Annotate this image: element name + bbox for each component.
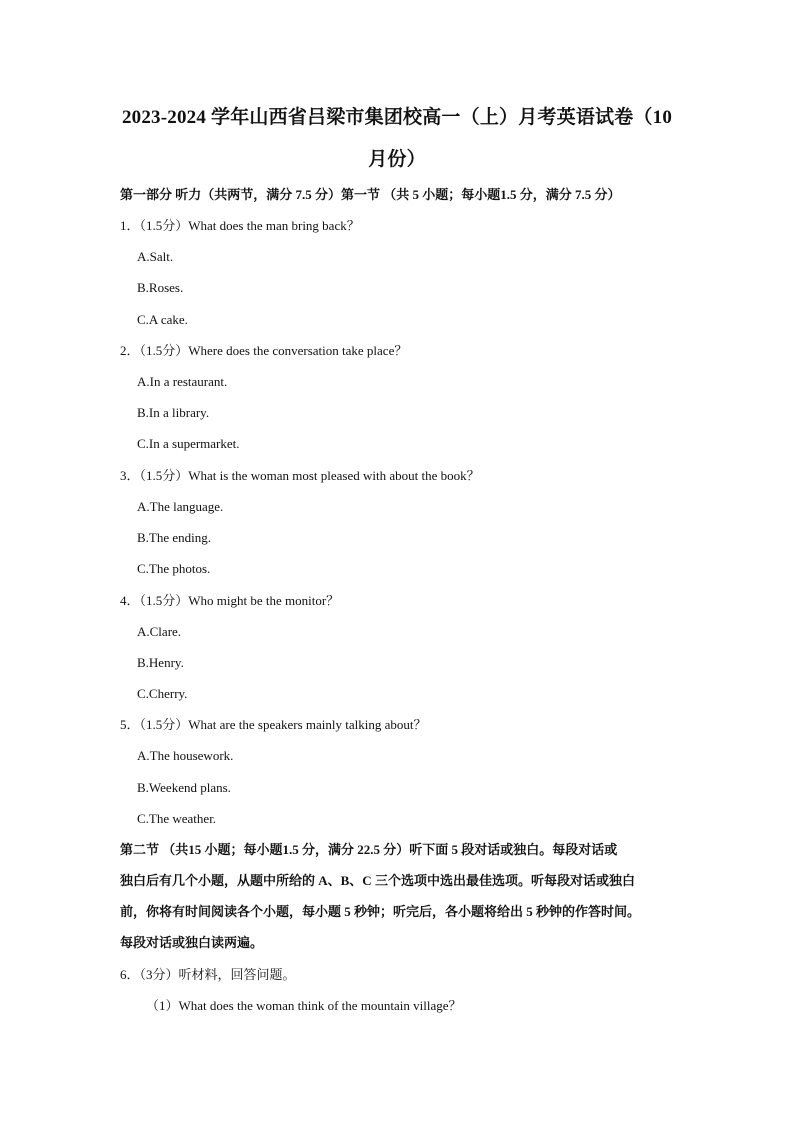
section2-instructions-line-3: 前，你将有时间阅读各个小题，每小题 5 秒钟；听完后，各小题将给出 5 秒钟的作答时间。 bbox=[120, 904, 641, 919]
section2-instructions-line-1: 第二节 （共15 小题；每小题1.5 分，满分 22.5 分）听下面 5 段对话或独白。每段对话或 bbox=[120, 842, 618, 857]
question-stem: 2．（1.5分）Where does the conversation take place？ bbox=[120, 343, 408, 358]
section2-instructions-line-2: 独白后有几个小题，从题中所给的 A、B、C 三个选项中选出最佳选项。听每段对话或独白 bbox=[120, 873, 635, 888]
question-stem: 5．（1.5分）What are the speakers mainly talking about？ bbox=[120, 717, 427, 732]
question-stem: 4．（1.5分）Who might be the monitor？ bbox=[120, 593, 340, 608]
option-c: C.Cherry. bbox=[137, 686, 188, 701]
option-c: C.The photos. bbox=[137, 561, 211, 576]
option-c: C.In a supermarket. bbox=[137, 436, 240, 451]
option-a: A.Clare. bbox=[137, 624, 182, 639]
question-stem: 6．（3分）听材料，回答问题。 bbox=[120, 967, 296, 982]
option-a: A.The housework. bbox=[137, 748, 234, 763]
exam-title-line-2: 月份） bbox=[368, 149, 426, 170]
option-c: C.A cake. bbox=[137, 312, 188, 327]
option-b: B.Henry. bbox=[137, 655, 184, 670]
part1-header: 第一部分 听力（共两节，满分 7.5 分）第一节 （共 5 小题；每小题1.5 分，满分 7.5 分） bbox=[120, 187, 621, 202]
sub-question-stem: （1）What does the woman think of the mountain village？ bbox=[146, 998, 462, 1013]
option-a: A.Salt. bbox=[137, 249, 174, 264]
option-b: B.The ending. bbox=[137, 530, 212, 545]
option-a: A.In a restaurant. bbox=[137, 374, 228, 389]
question-stem: 1．（1.5分）What does the man bring back？ bbox=[120, 218, 360, 233]
option-b: B.Roses. bbox=[137, 280, 184, 295]
option-b: B.In a library. bbox=[137, 405, 210, 420]
option-c: C.The weather. bbox=[137, 811, 217, 826]
option-a: A.The language. bbox=[137, 499, 224, 514]
option-b: B.Weekend plans. bbox=[137, 780, 231, 795]
exam-title-line-1: 2023-2024 学年山西省吕梁市集团校高一（上）月考英语试卷（10 bbox=[121, 107, 673, 128]
question-stem: 3．（1.5分）What is the woman most pleased with about the book？ bbox=[120, 468, 480, 483]
section2-instructions-line-4: 每段对话或独白读两遍。 bbox=[120, 935, 264, 950]
